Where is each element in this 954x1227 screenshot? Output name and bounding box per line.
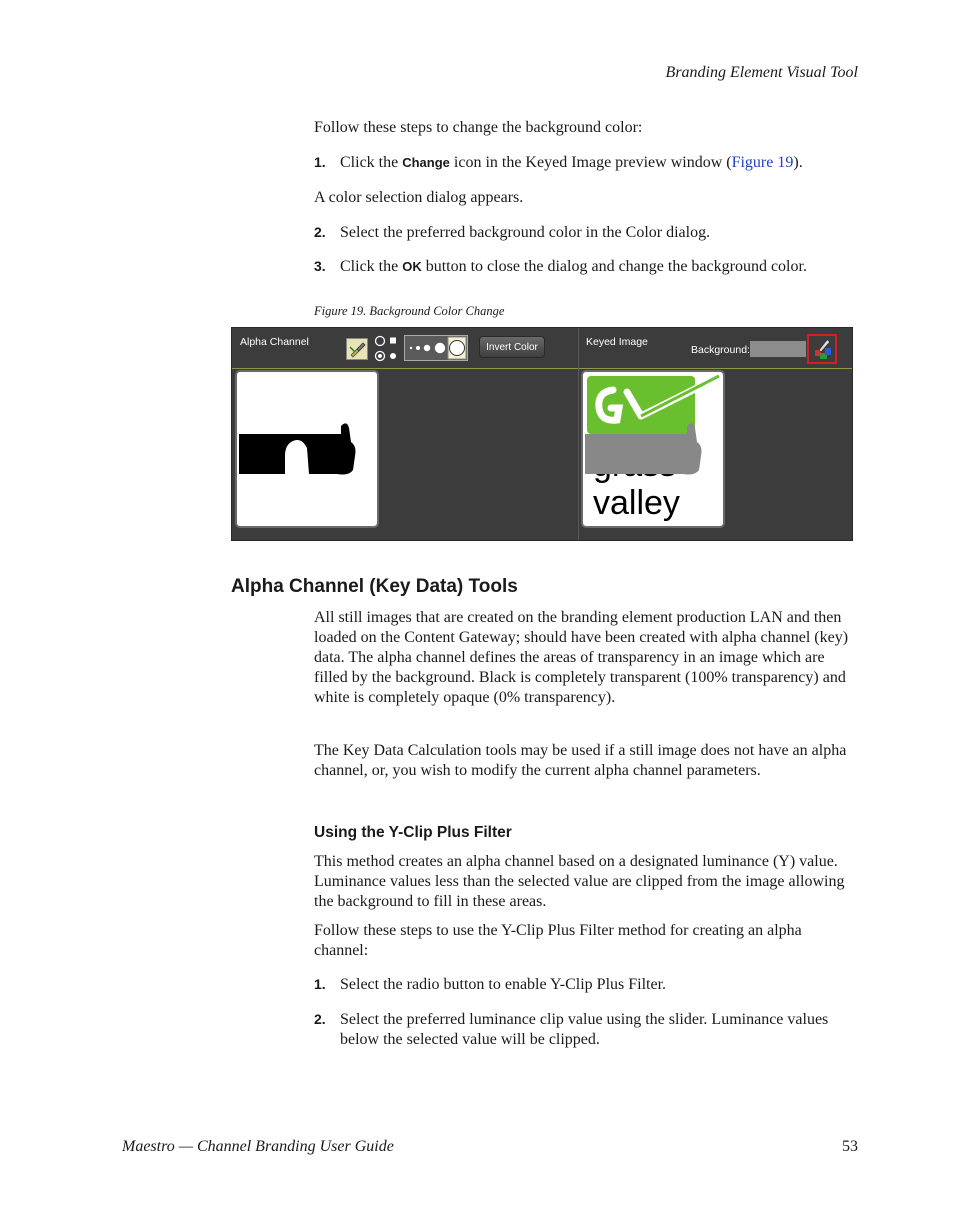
alpha-channel-title: Alpha Channel [240,336,309,348]
invert-color-button[interactable]: Invert Color [479,336,545,358]
brush-size-selector[interactable] [404,335,468,361]
change-background-button[interactable] [807,334,837,364]
step-text [340,153,860,173]
brush-size-icon [405,336,467,360]
subsection-paragraph: This method creates an alpha channel based on a designated luminance (Y) value. Luminance values less than the selected value are clipped from the image allowing the background to fill in these areas. [314,853,845,910]
subsection-heading: Using the Y-Clip Plus Filter [314,824,512,841]
step-text: Select the preferred luminance clip value using the slider. Luminance values below the selected value will be clipped. [340,1011,829,1048]
grass-valley-logo [583,372,723,526]
panel-underline [232,368,578,369]
step-number: 1. [314,154,326,170]
figure-19-link[interactable]: Figure 19 [731,154,794,171]
step-text-part: Click the [340,154,403,171]
panel-divider [578,328,579,540]
intro-lead: Follow these steps to change the background color: [314,119,643,136]
logo-text-valley: valley [593,484,680,522]
step-text-part: ). [793,154,803,171]
section-paragraph: All still images that are created on the branding element production LAN and then loaded on the Content Gateway; should have been created with alpha channel (key) data. The alpha channel defines the areas of transparency in an image which are filled by the background. Black is completely transparent (100% transparency) and white is completely opaque (0% transparency). [314,609,849,706]
alpha-mask-image [237,372,377,526]
background-label: Background: [691,344,750,356]
ui-term-ok: OK [402,259,422,274]
paint-brush-icon [347,339,367,359]
step-number: 1. [314,976,326,992]
step-number: 2. [314,224,326,240]
footer-title: Maestro — Channel Branding User Guide [122,1138,394,1155]
step-text-part: Click the [340,258,403,275]
step-text: Select the preferred background color in the Color dialog. [340,224,711,241]
step-number: 3. [314,258,326,274]
keyed-image-title: Keyed Image [586,336,648,348]
step-text [340,257,860,277]
figure-screenshot [231,327,853,541]
section-heading: Alpha Channel (Key Data) Tools [231,576,518,597]
step-text-part: button to close the dialog and change the background color. [421,258,807,275]
alpha-channel-preview [235,370,379,528]
shape-radio-group[interactable] [374,334,400,364]
step-number: 2. [314,1011,326,1027]
change-color-icon [809,336,835,362]
keyed-image-preview [581,370,725,528]
ui-term-change: Change [402,155,450,170]
step-text: Select the radio button to enable Y-Clip Plus Filter. [340,976,667,993]
paint-brush-button[interactable] [346,338,368,360]
page-number: 53 [842,1138,858,1155]
step-text-part: icon in the Keyed Image preview window ( [449,154,732,171]
figure-caption: Figure 19. Background Color Change [314,304,505,318]
step-note: A color selection dialog appears. [314,189,524,206]
subsection-paragraph: Follow these steps to use the Y-Clip Plus Filter method for creating an alpha channel: [314,922,802,959]
running-head: Branding Element Visual Tool [665,64,858,81]
section-paragraph: The Key Data Calculation tools may be used if a still image does not have an alpha channel, or, you wish to modify the current alpha channel parameters. [314,742,847,779]
background-color-swatch [750,341,806,357]
panel-underline [579,368,852,369]
